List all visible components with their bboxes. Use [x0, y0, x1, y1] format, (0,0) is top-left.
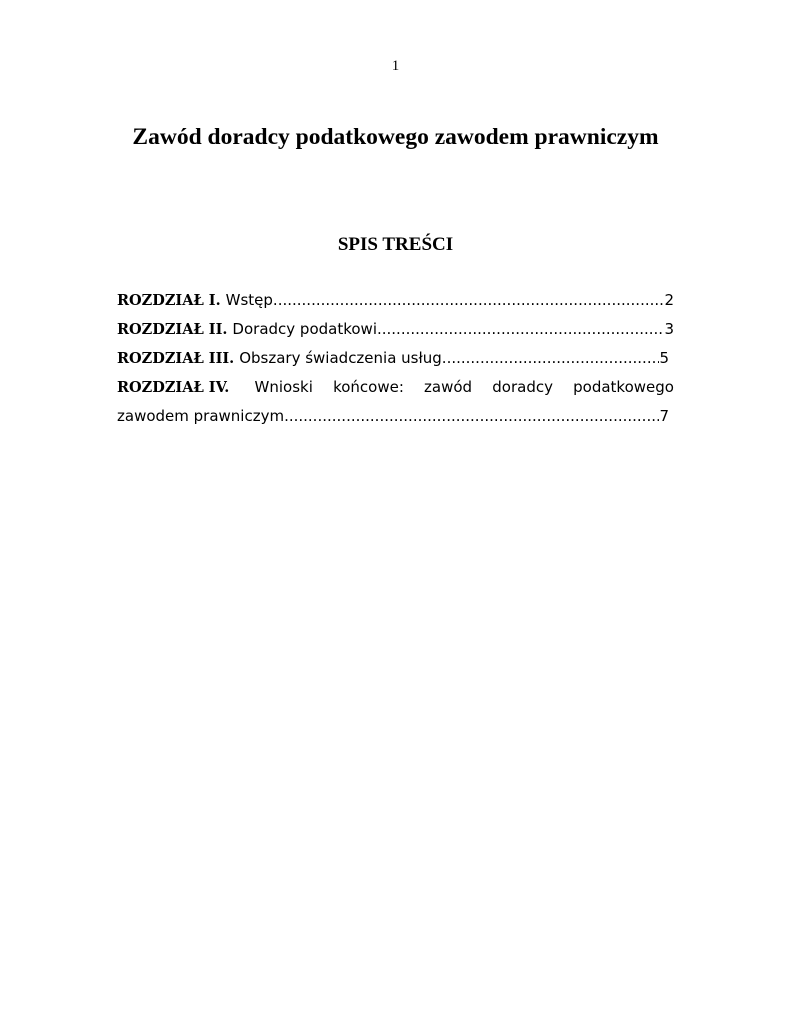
toc-entry-line-1 — [117, 373, 674, 402]
toc-page-number: 7 — [659, 407, 669, 425]
toc-entry-chapter-1[interactable] — [117, 286, 674, 315]
document-title: Zawód doradcy podatkowego zawodem prawniczym — [132, 124, 659, 150]
toc-entry-chapter-2[interactable] — [117, 315, 674, 344]
toc-chapter-label: ROZDZIAŁ IV. — [117, 379, 230, 396]
toc-dot-leader — [284, 402, 659, 431]
table-of-contents — [117, 286, 674, 431]
toc-entry-word: zawód — [424, 378, 473, 396]
toc-heading: SPIS TREŚCI — [337, 234, 454, 255]
toc-entry-chapter-4[interactable] — [117, 373, 674, 431]
toc-chapter-label: ROZDZIAŁ I. — [117, 292, 221, 309]
toc-entry-title: Obszary świadczenia usług — [239, 349, 442, 367]
toc-dot-leader — [442, 344, 660, 373]
toc-entry-chapter-3[interactable] — [117, 344, 674, 373]
toc-entry-word: końcowe: — [333, 378, 404, 396]
toc-page-number: 5 — [659, 349, 669, 367]
toc-entry-title: Doradcy podatkowi — [232, 320, 377, 338]
toc-page-number: 2 — [664, 291, 674, 309]
toc-entry-title: Wstęp — [225, 291, 273, 309]
toc-dot-leader — [273, 286, 665, 315]
toc-chapter-label: ROZDZIAŁ III. — [117, 350, 235, 367]
toc-dot-leader — [377, 315, 664, 344]
toc-entry-word: podatkowego — [573, 378, 674, 396]
toc-entry-title-continued: zawodem prawniczym — [117, 407, 285, 425]
toc-chapter-label: ROZDZIAŁ II. — [117, 321, 228, 338]
toc-entry-word: doradcy — [492, 378, 553, 396]
toc-entry-line-2 — [117, 402, 674, 431]
toc-entry-word: Wnioski — [254, 378, 313, 396]
toc-page-number: 3 — [664, 320, 674, 338]
page-number: 1 — [391, 58, 400, 74]
